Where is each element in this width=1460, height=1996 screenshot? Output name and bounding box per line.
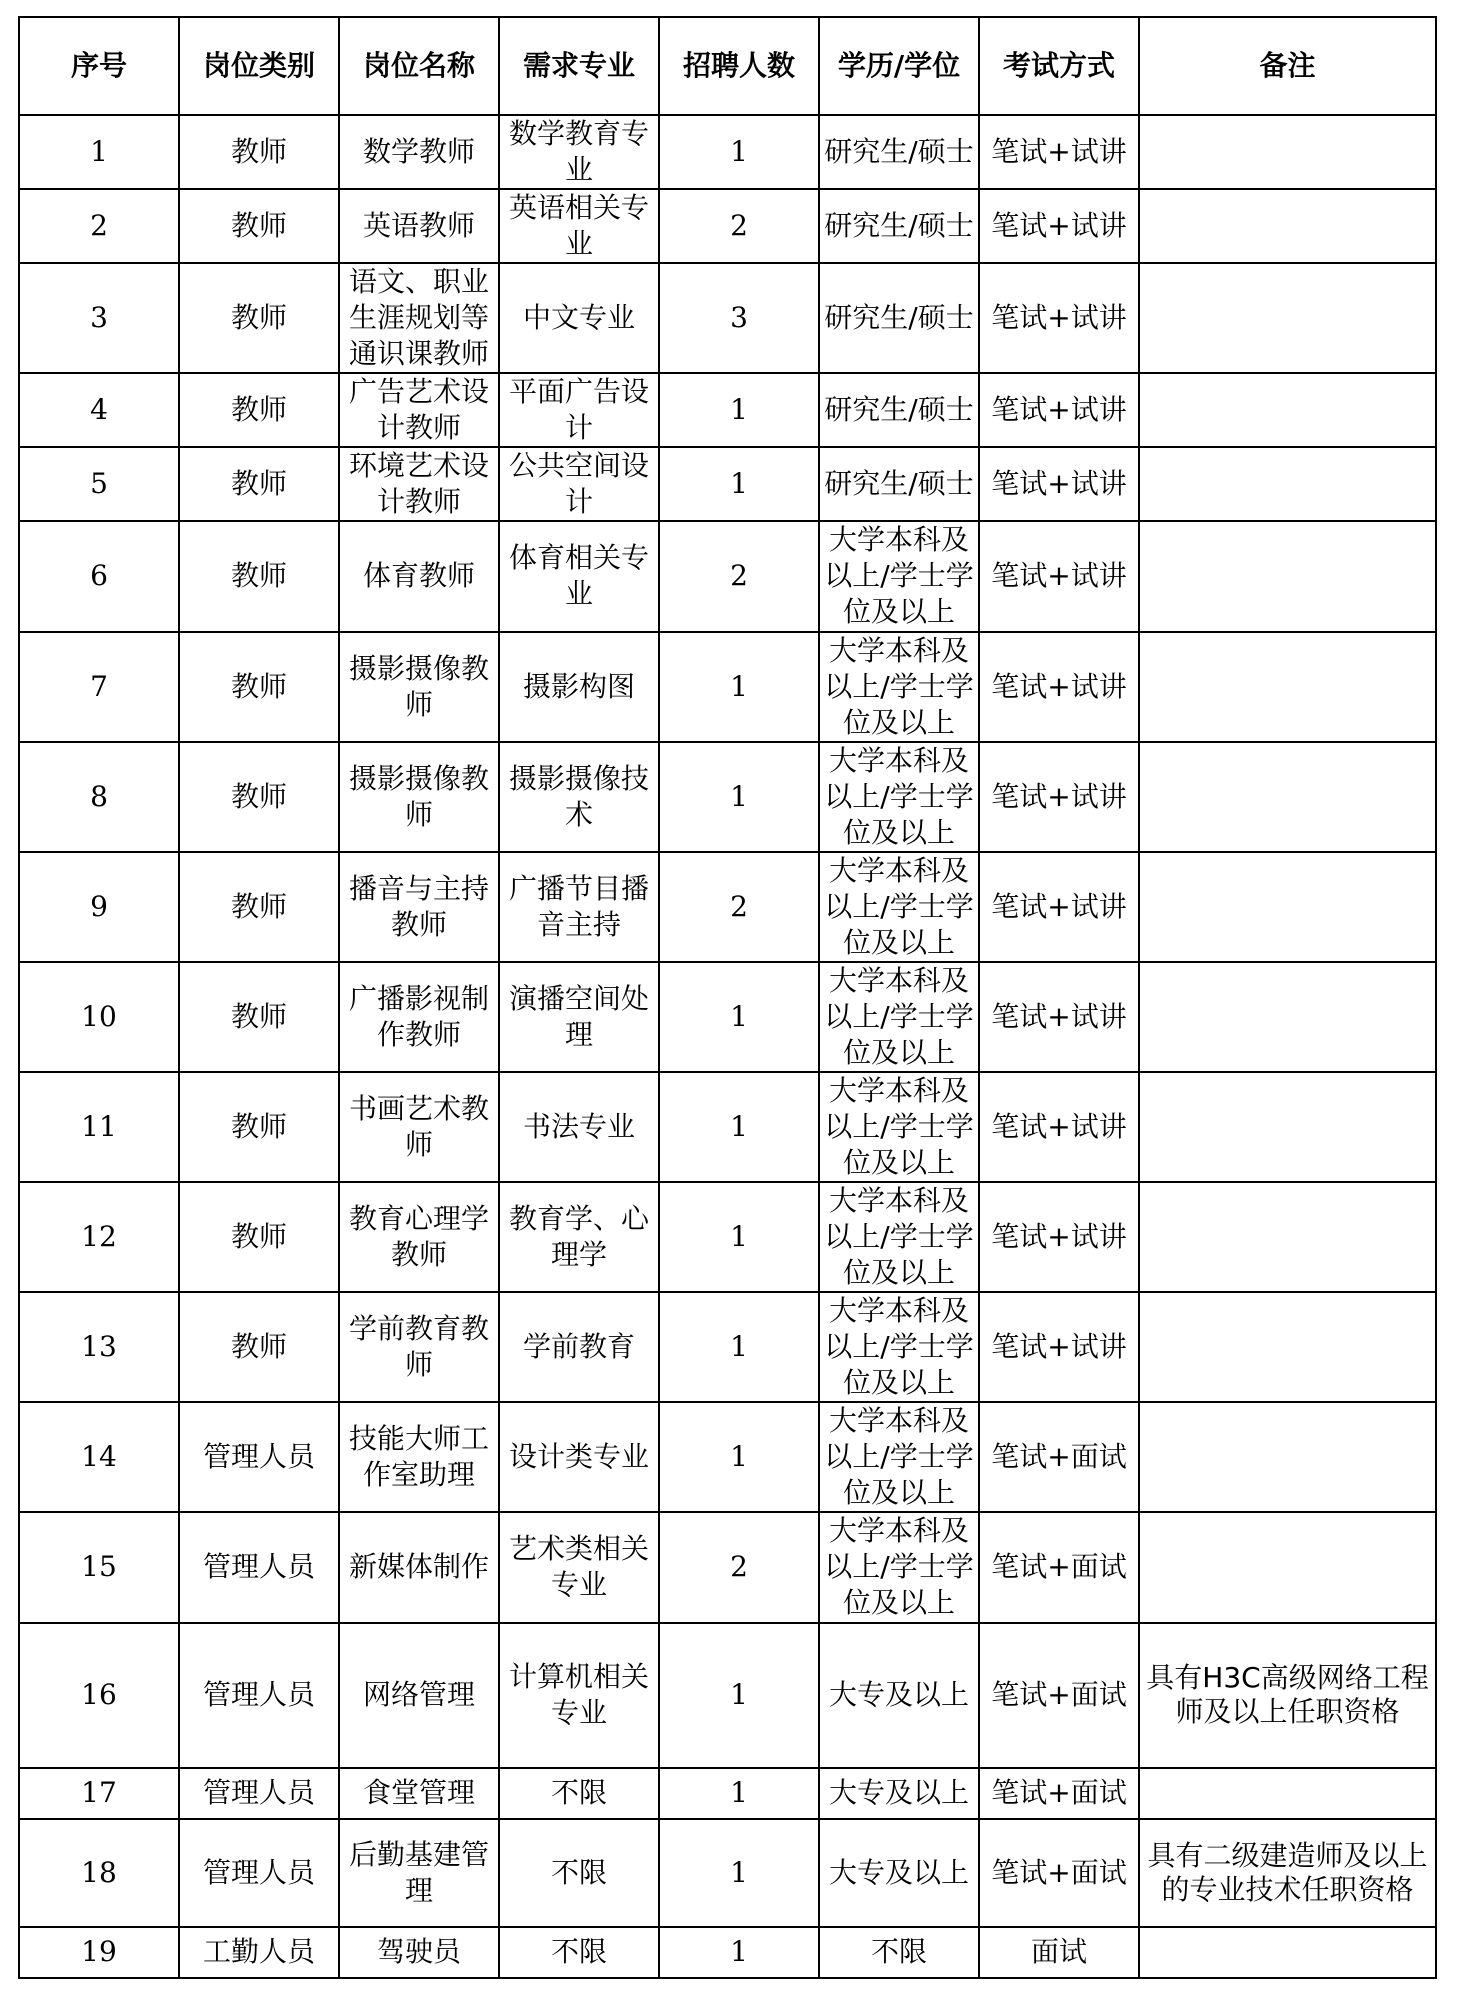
cell-exam: 笔试+试讲 [979,1182,1139,1292]
cell-note [1139,742,1436,852]
cell-category: 教师 [179,852,339,962]
table-row [19,115,1436,189]
cell-exam: 笔试+试讲 [979,447,1139,521]
cell-exam: 笔试+试讲 [979,1292,1139,1402]
cell-count: 2 [659,189,819,263]
header-cell-no: 序号 [19,17,179,115]
cell-note [1139,632,1436,742]
table-row [19,1927,1436,1978]
cell-position: 摄影摄像教师 [339,742,499,852]
cell-major: 广播节目播音主持 [499,852,659,962]
cell-education: 研究生/硕士 [819,447,979,521]
table-row [19,1512,1436,1622]
cell-education: 大学本科及以上/学士学位及以上 [819,521,979,631]
cell-category: 管理人员 [179,1512,339,1622]
cell-position: 语文、职业生涯规划等通识课教师 [339,263,499,373]
cell-no: 19 [19,1927,179,1978]
cell-position: 网络管理 [339,1623,499,1768]
cell-exam: 笔试+试讲 [979,373,1139,447]
cell-education: 大专及以上 [819,1768,979,1819]
table-body [19,115,1436,1978]
cell-note: 具有二级建造师及以上的专业技术任职资格 [1139,1819,1436,1927]
cell-education: 大专及以上 [819,1623,979,1768]
cell-note [1139,1927,1436,1978]
cell-exam: 笔试+面试 [979,1623,1139,1768]
cell-education: 研究生/硕士 [819,115,979,189]
cell-exam: 笔试+试讲 [979,962,1139,1072]
cell-category: 管理人员 [179,1819,339,1927]
cell-major: 英语相关专业 [499,189,659,263]
cell-category: 工勤人员 [179,1927,339,1978]
cell-no: 9 [19,852,179,962]
cell-category: 教师 [179,373,339,447]
cell-position: 后勤基建管理 [339,1819,499,1927]
cell-no: 5 [19,447,179,521]
header-cell-exam: 考试方式 [979,17,1139,115]
cell-major: 摄影构图 [499,632,659,742]
cell-no: 7 [19,632,179,742]
cell-position: 体育教师 [339,521,499,631]
header-cell-note: 备注 [1139,17,1436,115]
cell-position: 驾驶员 [339,1927,499,1978]
cell-count: 1 [659,1623,819,1768]
cell-position: 播音与主持教师 [339,852,499,962]
cell-count: 1 [659,115,819,189]
cell-note: 具有H3C高级网络工程师及以上任职资格 [1139,1623,1436,1768]
cell-exam: 笔试+试讲 [979,742,1139,852]
cell-major: 不限 [499,1819,659,1927]
table-row [19,1768,1436,1819]
cell-major: 不限 [499,1927,659,1978]
cell-category: 管理人员 [179,1768,339,1819]
cell-category: 教师 [179,1182,339,1292]
cell-category: 教师 [179,115,339,189]
cell-count: 1 [659,1402,819,1512]
cell-note [1139,521,1436,631]
cell-no: 2 [19,189,179,263]
cell-education: 大学本科及以上/学士学位及以上 [819,742,979,852]
cell-education: 大学本科及以上/学士学位及以上 [819,852,979,962]
header-row [19,17,1436,115]
cell-count: 1 [659,1072,819,1182]
cell-count: 1 [659,1819,819,1927]
cell-exam: 笔试+试讲 [979,852,1139,962]
cell-education: 大专及以上 [819,1819,979,1927]
cell-position: 广播影视制作教师 [339,962,499,1072]
cell-exam: 笔试+面试 [979,1768,1139,1819]
cell-exam: 笔试+试讲 [979,521,1139,631]
cell-education: 大学本科及以上/学士学位及以上 [819,1402,979,1512]
table-row [19,1819,1436,1927]
cell-no: 3 [19,263,179,373]
cell-category: 教师 [179,521,339,631]
cell-category: 管理人员 [179,1623,339,1768]
cell-position: 新媒体制作 [339,1512,499,1622]
table-row [19,1072,1436,1182]
table-row [19,447,1436,521]
cell-note [1139,115,1436,189]
table-row [19,742,1436,852]
cell-exam: 笔试+试讲 [979,115,1139,189]
cell-category: 教师 [179,447,339,521]
cell-count: 1 [659,1292,819,1402]
cell-count: 1 [659,1182,819,1292]
cell-count: 2 [659,1512,819,1622]
cell-education: 大学本科及以上/学士学位及以上 [819,1292,979,1402]
cell-exam: 笔试+面试 [979,1819,1139,1927]
cell-count: 1 [659,1927,819,1978]
cell-no: 11 [19,1072,179,1182]
cell-note [1139,1512,1436,1622]
cell-major: 摄影摄像技术 [499,742,659,852]
header-cell-count: 招聘人数 [659,17,819,115]
cell-position: 摄影摄像教师 [339,632,499,742]
header-cell-education: 学历/学位 [819,17,979,115]
cell-exam: 笔试+面试 [979,1512,1139,1622]
cell-position: 数学教师 [339,115,499,189]
table-row [19,373,1436,447]
cell-no: 14 [19,1402,179,1512]
cell-category: 教师 [179,1292,339,1402]
header-cell-major: 需求专业 [499,17,659,115]
cell-note [1139,852,1436,962]
cell-education: 研究生/硕士 [819,263,979,373]
cell-note [1139,1402,1436,1512]
cell-no: 13 [19,1292,179,1402]
cell-major: 不限 [499,1768,659,1819]
cell-major: 体育相关专业 [499,521,659,631]
cell-count: 3 [659,263,819,373]
cell-note [1139,1182,1436,1292]
cell-note [1139,1072,1436,1182]
table-row [19,1292,1436,1402]
cell-no: 6 [19,521,179,631]
table-row [19,1182,1436,1292]
cell-position: 广告艺术设计教师 [339,373,499,447]
cell-note [1139,373,1436,447]
cell-position: 学前教育教师 [339,1292,499,1402]
cell-count: 1 [659,1768,819,1819]
cell-major: 公共空间设计 [499,447,659,521]
cell-count: 2 [659,521,819,631]
cell-count: 1 [659,373,819,447]
cell-position: 环境艺术设计教师 [339,447,499,521]
cell-education: 大学本科及以上/学士学位及以上 [819,962,979,1072]
cell-exam: 笔试+试讲 [979,263,1139,373]
cell-education: 大学本科及以上/学士学位及以上 [819,1182,979,1292]
header-cell-position: 岗位名称 [339,17,499,115]
cell-note [1139,962,1436,1072]
cell-category: 教师 [179,962,339,1072]
cell-no: 1 [19,115,179,189]
cell-position: 书画艺术教师 [339,1072,499,1182]
table-row [19,263,1436,373]
cell-education: 研究生/硕士 [819,189,979,263]
cell-note [1139,447,1436,521]
cell-major: 中文专业 [499,263,659,373]
header-cell-category: 岗位类别 [179,17,339,115]
recruitment-table [18,16,1437,1979]
table-row [19,1623,1436,1768]
table-row [19,962,1436,1072]
table-row [19,852,1436,962]
cell-position: 技能大师工作室助理 [339,1402,499,1512]
cell-category: 管理人员 [179,1402,339,1512]
cell-major: 教育学、心理学 [499,1182,659,1292]
cell-count: 1 [659,962,819,1072]
cell-education: 大学本科及以上/学士学位及以上 [819,1512,979,1622]
cell-education: 不限 [819,1927,979,1978]
cell-category: 教师 [179,189,339,263]
table-row [19,189,1436,263]
cell-count: 1 [659,632,819,742]
cell-exam: 笔试+试讲 [979,189,1139,263]
cell-major: 数学教育专业 [499,115,659,189]
cell-major: 艺术类相关专业 [499,1512,659,1622]
table-row [19,1402,1436,1512]
table-row [19,521,1436,631]
cell-no: 12 [19,1182,179,1292]
cell-category: 教师 [179,742,339,852]
cell-no: 8 [19,742,179,852]
cell-no: 10 [19,962,179,1072]
cell-major: 书法专业 [499,1072,659,1182]
cell-major: 平面广告设计 [499,373,659,447]
cell-education: 大学本科及以上/学士学位及以上 [819,1072,979,1182]
cell-position: 食堂管理 [339,1768,499,1819]
cell-count: 1 [659,447,819,521]
cell-position: 教育心理学教师 [339,1182,499,1292]
cell-exam: 面试 [979,1927,1139,1978]
cell-note [1139,263,1436,373]
cell-major: 学前教育 [499,1292,659,1402]
cell-major: 计算机相关专业 [499,1623,659,1768]
cell-no: 4 [19,373,179,447]
cell-no: 15 [19,1512,179,1622]
cell-count: 2 [659,852,819,962]
cell-note [1139,1768,1436,1819]
cell-exam: 笔试+试讲 [979,1072,1139,1182]
cell-exam: 笔试+面试 [979,1402,1139,1512]
cell-major: 演播空间处理 [499,962,659,1072]
cell-category: 教师 [179,632,339,742]
cell-note [1139,1292,1436,1402]
cell-no: 17 [19,1768,179,1819]
cell-education: 大学本科及以上/学士学位及以上 [819,632,979,742]
cell-count: 1 [659,742,819,852]
cell-position: 英语教师 [339,189,499,263]
cell-no: 16 [19,1623,179,1768]
cell-note [1139,189,1436,263]
cell-exam: 笔试+试讲 [979,632,1139,742]
cell-category: 教师 [179,263,339,373]
cell-education: 研究生/硕士 [819,373,979,447]
cell-major: 设计类专业 [499,1402,659,1512]
cell-no: 18 [19,1819,179,1927]
table-row [19,632,1436,742]
cell-category: 教师 [179,1072,339,1182]
